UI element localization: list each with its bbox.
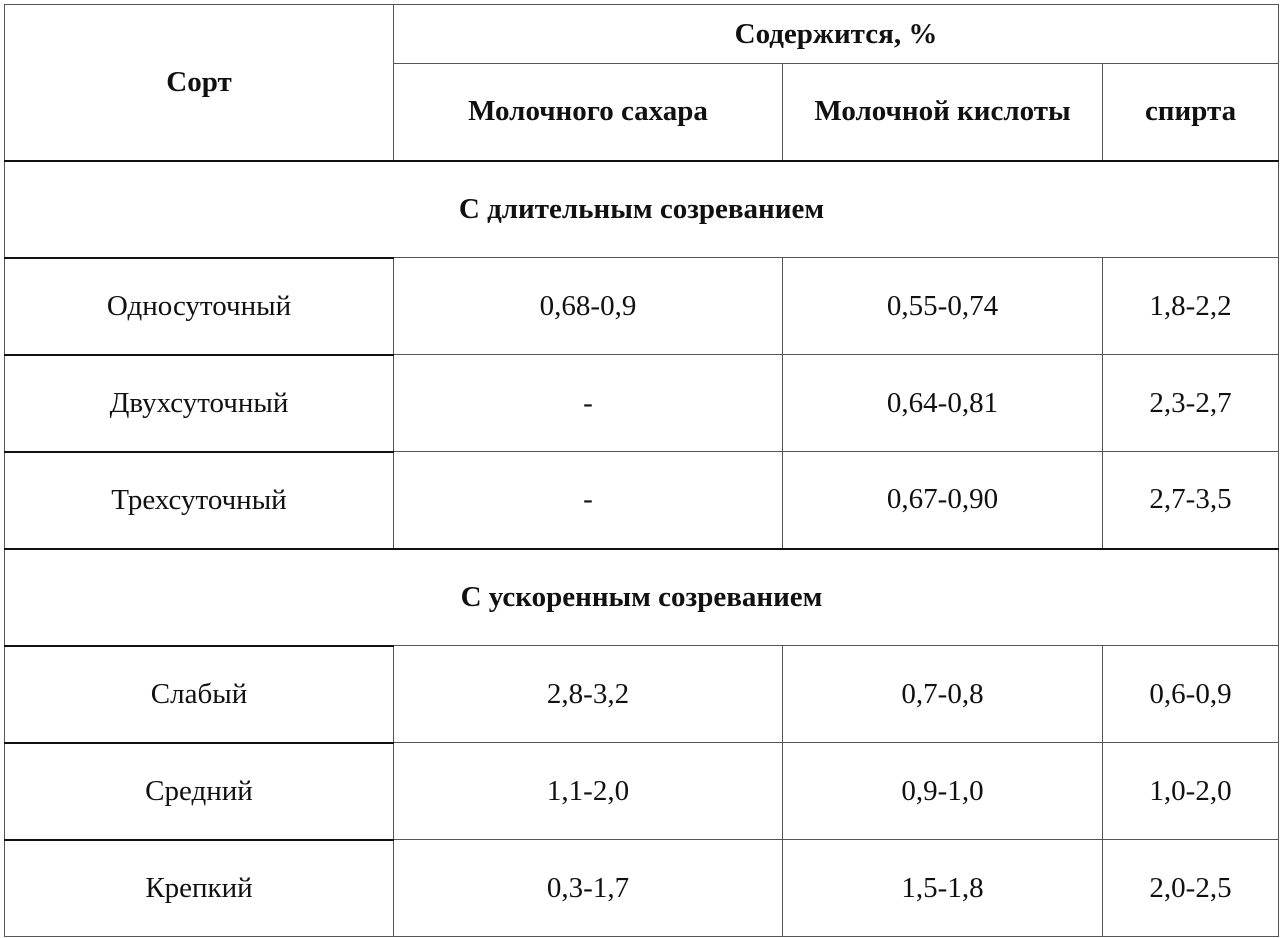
section-row-long-ripening: [5, 161, 1279, 258]
sort-name: Слабый: [5, 646, 394, 743]
lactic-acid-value: 0,9-1,0: [783, 743, 1103, 840]
lactic-acid-value: 1,5-1,8: [783, 840, 1103, 937]
sort-name: Двухсуточный: [5, 355, 394, 452]
lactic-acid-value: 0,64-0,81: [783, 355, 1103, 452]
milk-sugar-value: 0,68-0,9: [394, 258, 783, 355]
milk-sugar-value: 0,3-1,7: [394, 840, 783, 937]
header-content-percent: Содержится, %: [394, 5, 1279, 64]
milk-sugar-value: -: [394, 452, 783, 549]
lactic-acid-value: 0,67-0,90: [783, 452, 1103, 549]
alcohol-value: 2,3-2,7: [1103, 355, 1279, 452]
table-row: [5, 258, 1279, 355]
alcohol-value: 2,0-2,5: [1103, 840, 1279, 937]
header-milk-sugar: Молочного сахара: [394, 64, 783, 161]
milk-sugar-value: 1,1-2,0: [394, 743, 783, 840]
lactic-acid-value: 0,7-0,8: [783, 646, 1103, 743]
sort-name: Крепкий: [5, 840, 394, 937]
table-row: [5, 646, 1279, 743]
header-row-1: [5, 5, 1279, 64]
kefir-composition-table: [4, 4, 1279, 937]
alcohol-value: 1,8-2,2: [1103, 258, 1279, 355]
sort-name: Односуточный: [5, 258, 394, 355]
header-alcohol: спирта: [1103, 64, 1279, 161]
alcohol-value: 1,0-2,0: [1103, 743, 1279, 840]
table-row: [5, 355, 1279, 452]
table-row: [5, 743, 1279, 840]
milk-sugar-value: 2,8-3,2: [394, 646, 783, 743]
alcohol-value: 2,7-3,5: [1103, 452, 1279, 549]
milk-sugar-value: -: [394, 355, 783, 452]
lactic-acid-value: 0,55-0,74: [783, 258, 1103, 355]
table-row: [5, 840, 1279, 937]
section-title: С ускоренным созреванием: [5, 549, 1279, 646]
header-lactic-acid: Молочной кислоты: [783, 64, 1103, 161]
header-sort: Сорт: [5, 5, 394, 161]
table-row: [5, 452, 1279, 549]
sort-name: Трехсуточный: [5, 452, 394, 549]
section-title: С длительным созреванием: [5, 161, 1279, 258]
sort-name: Средний: [5, 743, 394, 840]
section-row-accelerated-ripening: [5, 549, 1279, 646]
alcohol-value: 0,6-0,9: [1103, 646, 1279, 743]
